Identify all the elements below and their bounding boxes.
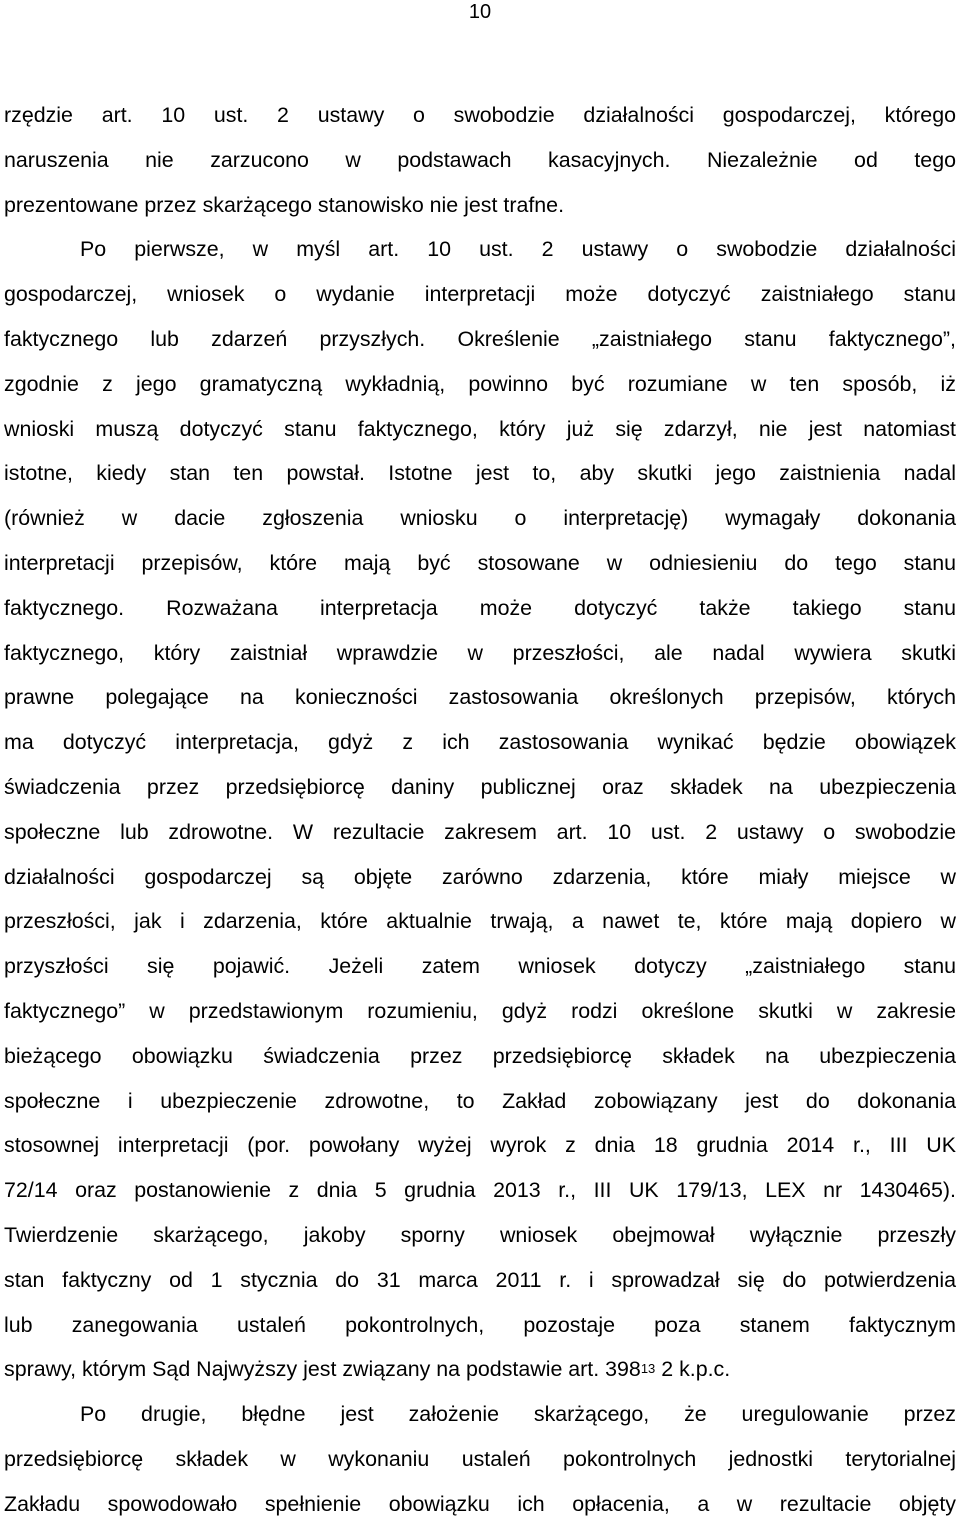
text-line: działalności gospodarczej są objęte zarówno zdarzenia, które miały miejsce w (4, 864, 956, 889)
text-line: faktycznego. Rozważana interpretacja może dotyczyć także takiego stanu (4, 595, 956, 620)
text-line: świadczenia przez przedsiębiorcę daniny publicznej oraz składek na ubezpieczenia (4, 775, 956, 799)
text-line: 72/14 oraz postanowienie z dnia 5 grudnia 2013 r., III UK 179/13, LEX nr 1430465). (4, 1178, 956, 1203)
text-line: społeczne i ubezpieczenie zdrowotne, to Zakład zobowiązany jest do dokonania (4, 1088, 956, 1113)
text-line: faktycznego lub zdarzeń przyszłych. Określenie „zaistniałego stanu faktycznego”, (4, 327, 956, 351)
text-line: Po drugie, błędne jest założenie skarżącego, że uregulowanie przez (80, 1402, 956, 1427)
text-line (4, 1357, 730, 1381)
text-line: przeszłości, jak i zdarzenia, które aktualnie trwają, a nawet te, które mają dopiero w (4, 909, 956, 934)
text-line: lub zanegowania ustaleń pokontrolnych, pozostaje poza stanem faktycznym (4, 1312, 956, 1337)
text-span: 2 k.p.c. (655, 1357, 731, 1382)
text-line: (również w dacie zgłoszenia wniosku o interpretację) wymagały dokonania (4, 506, 956, 531)
text-line: wnioski muszą dotyczyć stanu faktycznego, który już się zdarzył, nie jest natomiast (4, 416, 956, 441)
text-span: sprawy, którym Sąd Najwyższy jest związany na podstawie art. 398 (4, 1357, 641, 1382)
text-line: faktycznego, który zaistniał wprawdzie w przeszłości, ale nadal wywiera skutki (4, 640, 956, 665)
text-line: ma dotyczyć interpretacja, gdyż z ich zastosowania wynikać będzie obowiązek (4, 730, 956, 755)
text-line: prezentowane przez skarżącego stanowisko nie jest trafne. (4, 192, 565, 217)
text-line: stan faktyczny od 1 stycznia do 31 marca 2011 r. i sprowadzał się do potwierdzenia (4, 1267, 956, 1292)
text-line: prawne polegające na konieczności zastosowania określonych przepisów, których (4, 685, 956, 710)
text-line: rzędzie art. 10 ust. 2 ustawy o swobodzie działalności gospodarczej, którego (4, 103, 956, 127)
text-line: zgodnie z jego gramatyczną wykładnią, powinno być rozumiane w ten sposób, iż (4, 371, 956, 396)
text-line: przyszłości się pojawić. Jeżeli zatem wniosek dotyczy „zaistniałego stanu (4, 954, 956, 979)
text-line: interpretacji przepisów, które mają być stosowane w odniesieniu do tego stanu (4, 551, 956, 575)
text-line: naruszenia nie zarzucono w podstawach kasacyjnych. Niezależnie od tego (4, 147, 956, 172)
article-superscript: 13 (640, 1361, 656, 1377)
text-line: Zakładu spowodowało spełnienie obowiązku ich opłacenia, a w rezultacie objęty (4, 1491, 956, 1516)
page-number: 10 (468, 1, 492, 23)
text-line: stosownej interpretacji (por. powołany wyżej wyrok z dnia 18 grudnia 2014 r., III UK (4, 1133, 956, 1158)
text-line: społeczne lub zdrowotne. W rezultacie zakresem art. 10 ust. 2 ustawy o swobodzie (4, 819, 956, 844)
text-line: gospodarczej, wniosek o wydanie interpretacji może dotyczyć zaistniałego stanu (4, 282, 956, 307)
text-line: przedsiębiorcę składek w wykonaniu ustaleń pokontrolnych jednostki terytorialnej (4, 1447, 956, 1471)
text-line: Twierdzenie skarżącego, jakoby sporny wniosek obejmował wyłącznie przeszły (4, 1223, 956, 1247)
text-line: istotne, kiedy stan ten powstał. Istotne jest to, aby skutki jego zaistnienia nadal (4, 461, 956, 486)
text-line: Po pierwsze, w myśl art. 10 ust. 2 ustawy o swobodzie działalności (80, 237, 956, 262)
text-line: bieżącego obowiązku świadczenia przez przedsiębiorcę składek na ubezpieczenia (4, 1043, 956, 1068)
text-line: faktycznego” w przedstawionym rozumieniu, gdyż rodzi określone skutki w zakresie (4, 999, 956, 1023)
